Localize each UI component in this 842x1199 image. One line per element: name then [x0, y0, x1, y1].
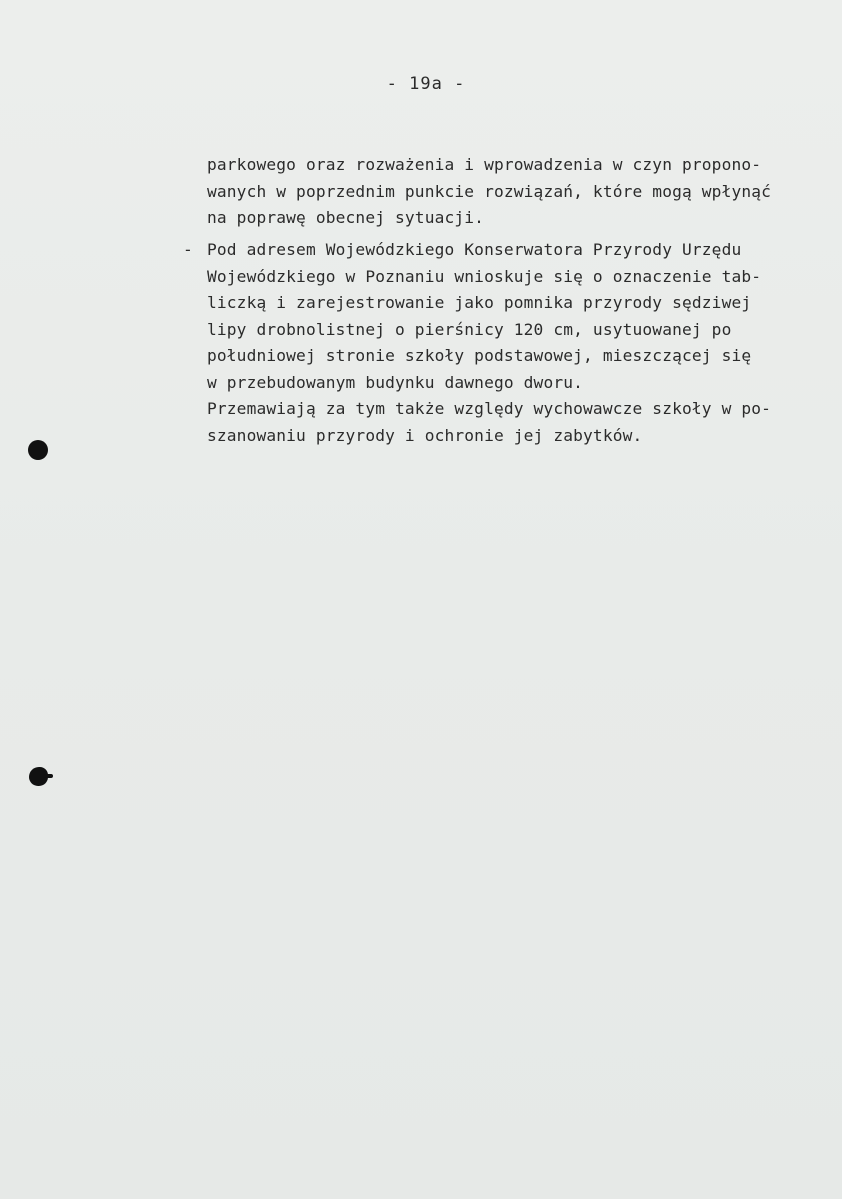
paragraph-recommendation [183, 237, 827, 449]
text-line: Wojewódzkiego w Poznaniu wnioskuje się o oznaczenie tab- [207, 266, 762, 286]
text-line: Pod adresem Wojewódzkiego Konserwatora Przyrody Urzędu [207, 240, 742, 259]
text-line: lipy drobnolistnej o pierśnicy 120 cm, usytuowanej po [207, 319, 732, 339]
page-number: - 19a - [386, 74, 466, 94]
text-line: Przemawiają za tym także względy wychowawcze szkoły w po- [207, 399, 772, 418]
text-line: szanowaniu przyrody i ochronie jej zabytków. [207, 425, 643, 445]
punch-hole-top [28, 440, 48, 460]
text-line: wanych w poprzednim punkcie rozwiązań, które mogą wpłynąć [207, 181, 772, 201]
paragraph-continuation [207, 152, 827, 232]
text-line: w przebudowanym budynku dawnego dworu. [207, 372, 584, 392]
text-line: na poprawę obecnej sytuacji. [207, 208, 485, 227]
text-line: liczką i zarejestrowanie jako pomnika przyrody sędziwej [207, 293, 752, 312]
punch-hole-bottom [29, 767, 48, 786]
text-line: parkowego oraz rozważenia i wprowadzenia w czyn propono- [207, 155, 762, 174]
list-dash: - [183, 240, 193, 259]
text-line: południowej stronie szkoły podstawowej, mieszczącej się [207, 346, 752, 365]
